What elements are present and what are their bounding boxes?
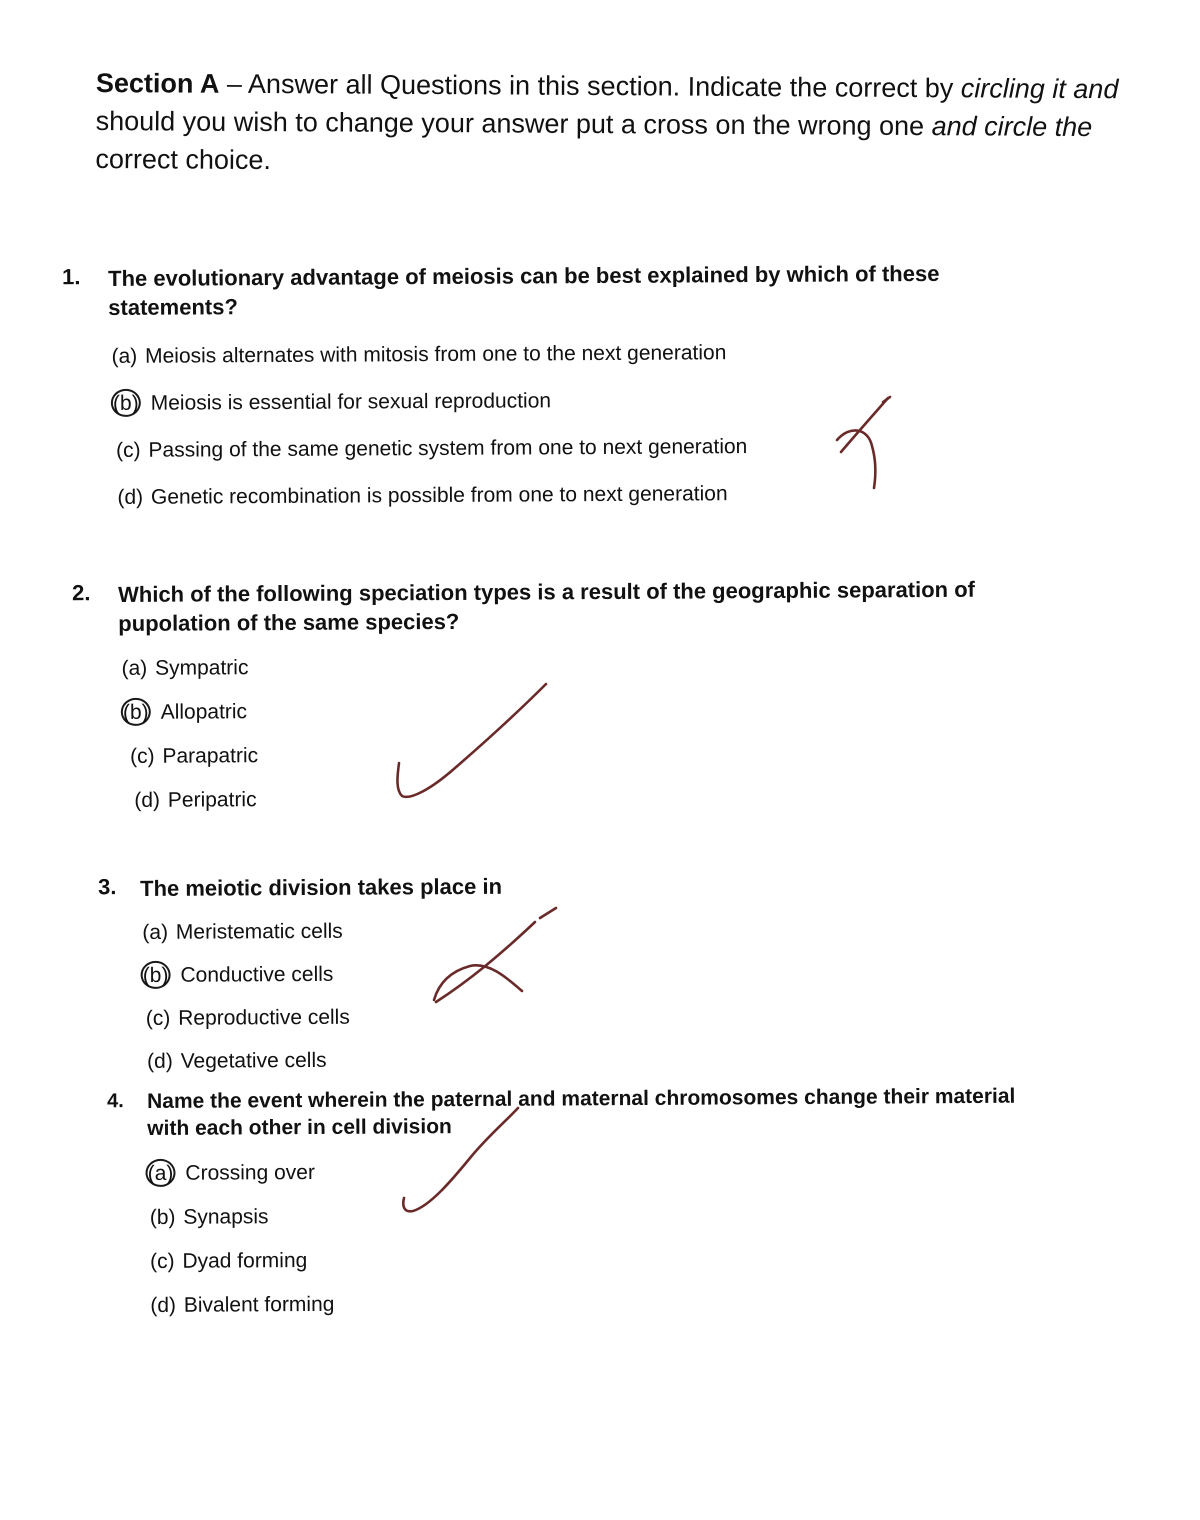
option-text: Synapsis (183, 1205, 269, 1229)
instructions-text-3: correct choice. (95, 143, 272, 176)
option-text: Dyad forming (182, 1249, 308, 1273)
option-text: Bivalent forming (183, 1292, 335, 1317)
option-letter: (b) (149, 1205, 176, 1229)
option-letter-circled: (a) (145, 1159, 175, 1187)
option-text: Parapatric (162, 744, 259, 768)
question-number: 4. (107, 1090, 124, 1113)
instructions-italic-1: circling it and (960, 73, 1119, 105)
stem-line-2: statements? (108, 294, 238, 320)
option-letter: (d) (134, 788, 161, 812)
option-text: Meiosis is essential for sexual reproduction (150, 389, 552, 415)
option-text: Reproductive cells (178, 1005, 350, 1030)
question-number: 2. (72, 580, 91, 606)
stem-line-1: Which of the following speciation types is a result of the geographic separation of (118, 576, 976, 607)
option-letter-circled: (b) (141, 961, 171, 989)
option-text: Conductive cells (180, 962, 334, 987)
option-letter: (a) (121, 656, 148, 680)
option-letter: (c) (145, 1006, 171, 1030)
stem-line-2: pupolation of the same species? (118, 608, 460, 636)
stem-line-2: with each other in cell division (147, 1115, 452, 1140)
stem-line-1: The meiotic division takes place in (140, 873, 503, 901)
option-letter: (c) (130, 744, 155, 768)
option-text: Allopatric (160, 700, 248, 724)
option-text: Peripatric (167, 788, 257, 812)
option-letter-circled: (b) (121, 698, 151, 726)
instructions-text-1: Answer all Questions in this section. Indicate the correct by (247, 68, 954, 104)
option-letter: (a) (111, 344, 138, 368)
instructions-italic-2: and circle the (931, 111, 1093, 143)
option-letter: (d) (147, 1049, 173, 1073)
option-text: Genetic recombination is possible from one to next generation (150, 482, 728, 509)
stem-line-1: Name the event wherein the paternal and maternal chromosomes change their material (147, 1084, 1016, 1113)
question-number: 1. (62, 264, 81, 290)
instructions-text-2: should you wish to change your answer put a cross on the wrong one (95, 105, 925, 142)
option-letter: (a) (142, 920, 169, 944)
question-number: 3. (98, 874, 117, 900)
option-text: Meiosis alternates with mitosis from one to the next generation (145, 341, 727, 368)
option-text: Sympatric (154, 656, 249, 680)
option-letter-circled: (b) (111, 389, 141, 417)
option-letter: (c) (149, 1249, 175, 1273)
option-letter: (d) (150, 1293, 177, 1317)
section-title: Section A (95, 67, 220, 99)
option-letter: (d) (117, 485, 144, 509)
option-text: Vegetative cells (180, 1048, 327, 1073)
option-text: Passing of the same genetic system from one to next generation (148, 435, 748, 462)
option-text: Meristematic cells (175, 919, 343, 944)
option-text: Crossing over (185, 1160, 315, 1185)
option-letter: (c) (116, 438, 141, 462)
title-dash: – (226, 68, 243, 99)
stem-line-1: The evolutionary advantage of meiosis can be best explained by which of these (108, 260, 940, 291)
